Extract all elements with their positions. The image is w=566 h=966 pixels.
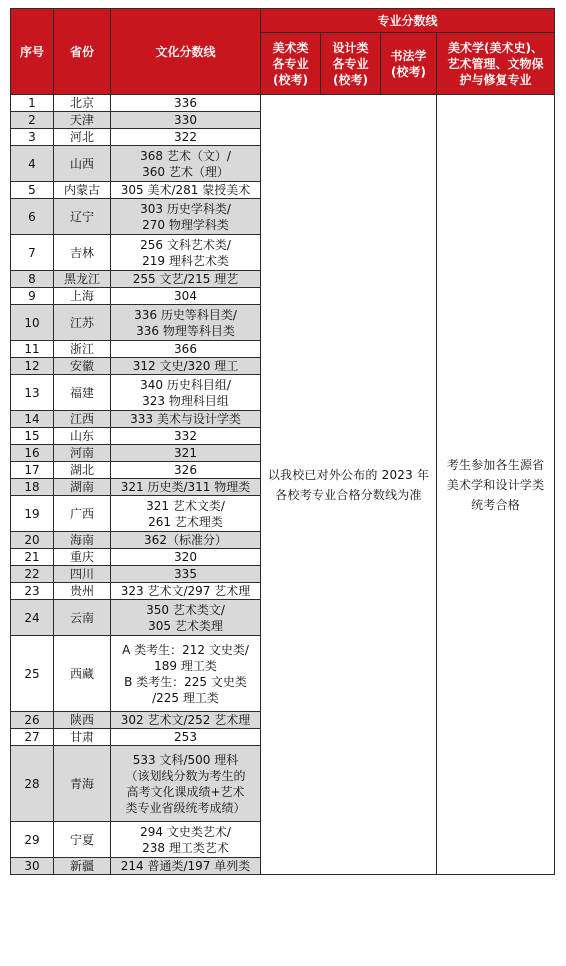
- header-fine-art-school-exam: 美术类 各专业 (校考): [261, 33, 321, 95]
- row-culture-score: 255 文艺/215 理艺: [111, 271, 261, 288]
- row-province: 河南: [54, 445, 111, 462]
- row-province: 新疆: [54, 858, 111, 875]
- row-culture-score: 335: [111, 566, 261, 583]
- row-seq: 28: [11, 746, 54, 822]
- row-seq: 20: [11, 532, 54, 549]
- row-seq: 16: [11, 445, 54, 462]
- row-culture-score: 305 美术/281 蒙授美术: [111, 182, 261, 199]
- row-culture-score: 294 文史类艺术/ 238 理工类艺术: [111, 822, 261, 858]
- row-seq: 18: [11, 479, 54, 496]
- row-culture-score: 321 历史类/311 物理类: [111, 479, 261, 496]
- row-province: 河北: [54, 129, 111, 146]
- row-culture-score: 368 艺术（文）/ 360 艺术（理）: [111, 146, 261, 182]
- row-seq: 15: [11, 428, 54, 445]
- row-province: 浙江: [54, 341, 111, 358]
- header-major-score-group: 专业分数线: [261, 9, 555, 33]
- row-province: 四川: [54, 566, 111, 583]
- row-seq: 1: [11, 95, 54, 112]
- table-row: [11, 95, 555, 112]
- provincial-exam-note: 考生参加各生源省 美术学和设计学类 统考合格: [437, 95, 555, 875]
- row-culture-score: 340 历史科目组/ 323 物理科目组: [111, 375, 261, 411]
- row-culture-score: 253: [111, 729, 261, 746]
- row-seq: 21: [11, 549, 54, 566]
- row-province: 宁夏: [54, 822, 111, 858]
- row-culture-score: 303 历史学科类/ 270 物理学科类: [111, 199, 261, 235]
- row-province: 西藏: [54, 636, 111, 712]
- row-culture-score: 256 文科艺术类/ 219 理科艺术类: [111, 235, 261, 271]
- admission-score-table: [10, 8, 555, 875]
- row-culture-score: 214 普通类/197 单列类: [111, 858, 261, 875]
- row-culture-score: 333 美术与设计学类: [111, 411, 261, 428]
- row-culture-score: 350 艺术类文/ 305 艺术类理: [111, 600, 261, 636]
- row-culture-score: 304: [111, 288, 261, 305]
- row-province: 云南: [54, 600, 111, 636]
- header-seq: 序号: [11, 9, 54, 95]
- row-seq: 8: [11, 271, 54, 288]
- school-exam-note: 以我校已对外公布的 2023 年 各校考专业合格分数线为准: [261, 95, 437, 875]
- row-seq: 26: [11, 712, 54, 729]
- row-province: 安徽: [54, 358, 111, 375]
- row-seq: 2: [11, 112, 54, 129]
- table-header: [11, 9, 555, 95]
- row-province: 海南: [54, 532, 111, 549]
- row-province: 辽宁: [54, 199, 111, 235]
- row-seq: 29: [11, 822, 54, 858]
- row-province: 江西: [54, 411, 111, 428]
- row-province: 山东: [54, 428, 111, 445]
- row-province: 贵州: [54, 583, 111, 600]
- row-province: 湖北: [54, 462, 111, 479]
- table-body: [11, 95, 555, 875]
- row-province: 江苏: [54, 305, 111, 341]
- row-culture-score: 321 艺术文类/ 261 艺术理类: [111, 496, 261, 532]
- row-culture-score: 302 艺术文/252 艺术理: [111, 712, 261, 729]
- header-art-history-majors: 美术学(美术史)、 艺术管理、文物保 护与修复专业: [437, 33, 555, 95]
- row-seq: 3: [11, 129, 54, 146]
- row-seq: 5: [11, 182, 54, 199]
- row-province: 陕西: [54, 712, 111, 729]
- header-design-school-exam: 设计类 各专业 (校考): [321, 33, 381, 95]
- row-seq: 23: [11, 583, 54, 600]
- row-seq: 12: [11, 358, 54, 375]
- row-seq: 10: [11, 305, 54, 341]
- row-province: 吉林: [54, 235, 111, 271]
- row-culture-score: 326: [111, 462, 261, 479]
- row-province: 重庆: [54, 549, 111, 566]
- row-culture-score: 330: [111, 112, 261, 129]
- header-province: 省份: [54, 9, 111, 95]
- row-seq: 19: [11, 496, 54, 532]
- row-seq: 6: [11, 199, 54, 235]
- row-seq: 22: [11, 566, 54, 583]
- row-seq: 7: [11, 235, 54, 271]
- row-culture-score: 362（标准分）: [111, 532, 261, 549]
- row-culture-score: 336 历史等科目类/ 336 物理等科目类: [111, 305, 261, 341]
- row-culture-score: 320: [111, 549, 261, 566]
- row-culture-score: 312 文史/320 理工: [111, 358, 261, 375]
- row-province: 甘肃: [54, 729, 111, 746]
- row-culture-score: 321: [111, 445, 261, 462]
- row-culture-score: 332: [111, 428, 261, 445]
- row-seq: 14: [11, 411, 54, 428]
- row-seq: 11: [11, 341, 54, 358]
- row-seq: 4: [11, 146, 54, 182]
- row-seq: 13: [11, 375, 54, 411]
- row-province: 黑龙江: [54, 271, 111, 288]
- row-province: 山西: [54, 146, 111, 182]
- row-culture-score: 366: [111, 341, 261, 358]
- row-province: 北京: [54, 95, 111, 112]
- row-province: 上海: [54, 288, 111, 305]
- row-seq: 30: [11, 858, 54, 875]
- row-culture-score: A 类考生：212 文史类/ 189 理工类 B 类考生：225 文史类 /225 理工类: [111, 636, 261, 712]
- row-province: 广西: [54, 496, 111, 532]
- row-province: 福建: [54, 375, 111, 411]
- row-province: 湖南: [54, 479, 111, 496]
- row-seq: 9: [11, 288, 54, 305]
- row-seq: 27: [11, 729, 54, 746]
- header-calligraphy-school-exam: 书法学 (校考): [381, 33, 437, 95]
- row-culture-score: 323 艺术文/297 艺术理: [111, 583, 261, 600]
- row-seq: 25: [11, 636, 54, 712]
- score-table-wrapper: [10, 8, 554, 875]
- header-culture-score: 文化分数线: [111, 9, 261, 95]
- row-seq: 24: [11, 600, 54, 636]
- row-province: 内蒙古: [54, 182, 111, 199]
- row-culture-score: 322: [111, 129, 261, 146]
- row-culture-score: 533 文科/500 理科 （该划线分数为考生的 高考文化课成绩+艺术 类专业省级统考成绩）: [111, 746, 261, 822]
- row-culture-score: 336: [111, 95, 261, 112]
- row-province: 天津: [54, 112, 111, 129]
- row-province: 青海: [54, 746, 111, 822]
- row-seq: 17: [11, 462, 54, 479]
